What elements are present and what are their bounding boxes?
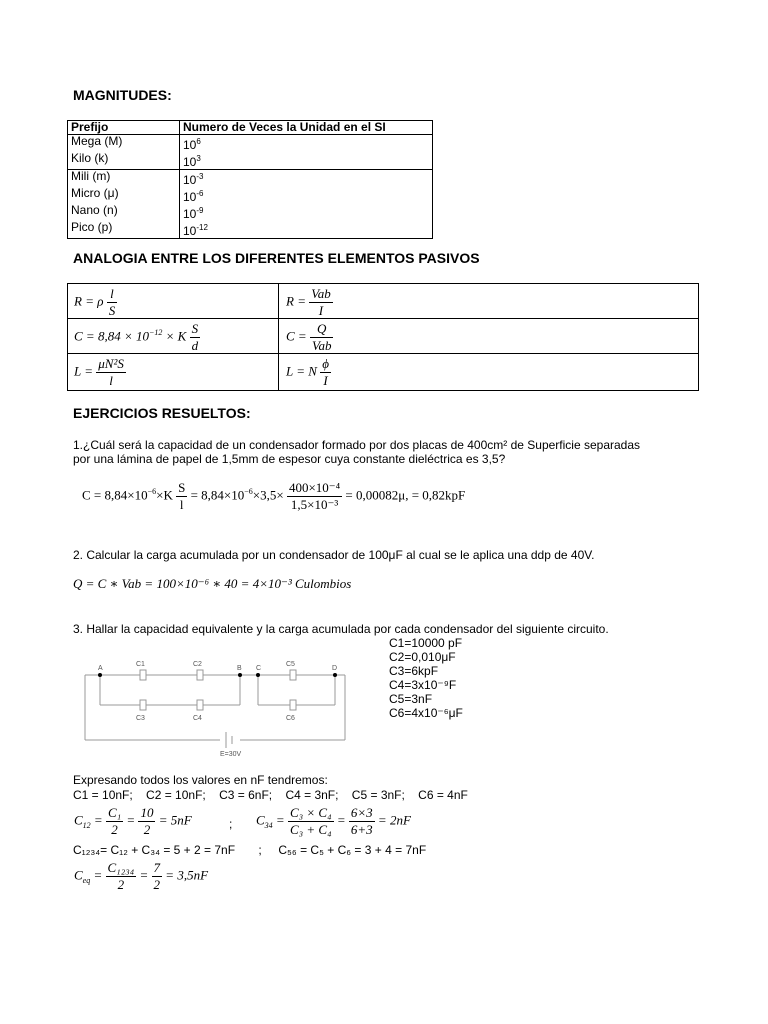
- expresando-text: Expresando todos los valores en nF tendremos:: [73, 773, 328, 787]
- label-c3: C3: [136, 715, 145, 722]
- label-b: B: [237, 665, 242, 672]
- table-cell: Pico (p): [68, 221, 180, 239]
- table-cell: Kilo (k): [68, 152, 180, 170]
- label-c1: C1: [136, 661, 145, 668]
- table-cell: $10^3$: [183, 154, 201, 169]
- formula-resistance-1: R = ρ $\frac{l}{S}$: [74, 286, 116, 318]
- exercise-3-text: 3. Hallar la capacidad equivalente y la carga acumulada por cada condensador del siguiente circuito.: [73, 622, 609, 636]
- header-prefijo: Prefijo: [68, 121, 180, 135]
- exercise-1-equation: $C = 8,84\times 10^{-6}\times K$ $\frac{S}{l}$ = $8,84\times 10^{-6}\times 3,5\times$ $\frac{\text{400×10⁻⁴}}{\text{1,5×10⁻³}}$ = 0,00082μ, = 0,82kpF: [82, 480, 466, 512]
- value-c3: C3=6kpF: [389, 664, 439, 678]
- label-c6: C6: [286, 715, 295, 722]
- capacitor-c5: [290, 670, 296, 680]
- analogia-table: [67, 283, 699, 391]
- label-c4: C4: [193, 715, 202, 722]
- equation-ceq: $C_{eq}$ = $\frac{\text{C₁₂₃₄}}{2}$ = $\frac{7}{2}$ = 3,5nF: [74, 860, 209, 892]
- node-d: [333, 673, 337, 677]
- prefix-table: [67, 120, 433, 239]
- equation-c34: $C_{34}$ = $\frac{\text{C₃ × C₄}}{\text{C₃ + C₄}}$ = $\frac{6\times 3}{6+3}$ = 2nF: [256, 805, 411, 837]
- table-cell: Mega (M): [68, 135, 180, 153]
- value-c6: C6=4x10⁻⁶μF: [389, 706, 463, 720]
- capacitor-c6: [290, 700, 296, 710]
- magnitudes-title: MAGNITUDES:: [73, 87, 172, 103]
- table-cell: $10^{-3}$: [183, 172, 204, 187]
- c1234-line: C₁₂₃₄= C₁₂ + C₃₄ = 5 + 2 = 7nF ; C₅₆ = C₅ + C₆ = 3 + 4 = 7nF: [73, 843, 427, 857]
- formula-capacitance-2: C = $\frac{Q}{\text{Vab}}$: [286, 321, 332, 353]
- capacitor-c1: [140, 670, 146, 680]
- label-c2: C2: [193, 661, 202, 668]
- analogia-title: ANALOGIA ENTRE LOS DIFERENTES ELEMENTOS PASIVOS: [73, 250, 480, 266]
- header-numero: Numero de Veces la Unidad en el SI: [183, 120, 386, 134]
- capacitor-c4: [197, 700, 203, 710]
- exercise-2-equation: Q = C ∗ Vab = 100×10⁻⁶ ∗ 40 = 4×10⁻³ Culombios: [73, 576, 352, 591]
- value-c4: C4=3x10⁻⁹F: [389, 678, 457, 692]
- label-c5: C5: [286, 661, 295, 668]
- capacitor-c3: [140, 700, 146, 710]
- label-a: A: [98, 665, 103, 672]
- table-cell: $10^6$: [183, 137, 201, 152]
- formula-inductance-2: L = N $\frac{\phi}{I}$: [286, 356, 329, 388]
- formula-capacitance-1: $C = 8,84 \times 10^{-12} \times K$ $\frac{S}{d}$: [74, 321, 199, 353]
- node-c: [256, 673, 260, 677]
- table-cell: Nano (n): [68, 204, 180, 221]
- table-cell: $10^{-6}$: [183, 189, 204, 204]
- value-c2: C2=0,010μF: [389, 650, 456, 664]
- table-cell: Mili (m): [68, 170, 180, 188]
- exercise-2-text: 2. Calcular la carga acumulada por un condensador de 100μF al cual se le aplica una ddp de 40V.: [73, 548, 595, 562]
- circuit-diagram: [80, 648, 365, 760]
- value-c1: C1=10000 pF: [389, 636, 463, 650]
- table-cell: $10^{-9}$: [183, 206, 204, 221]
- label-c: C: [256, 665, 262, 672]
- label-d: D: [332, 665, 338, 672]
- equation-c12: $C_{12}$ = $\frac{\text{C₁}}{2}$ = $\frac{10}{2}$ = 5nF: [74, 805, 192, 837]
- node-a: [98, 673, 102, 677]
- exercise-1-text-2: por una lámina de papel de 1,5mm de espesor cuya constante dieléctrica es 3,5?: [73, 452, 506, 466]
- nf-values-line: C1 = 10nF; C2 = 10nF; C3 = 6nF; C4 = 3nF; C5 = 3nF; C6 = 4nF: [73, 788, 468, 802]
- formula-resistance-2: R = $\frac{\text{Vab}}{I}$: [286, 286, 331, 318]
- exercise-1-text-1: 1.¿Cuál será la capacidad de un condensador formado por dos placas de 400cm² de Superficie separadas: [73, 438, 641, 452]
- ejercicios-title: EJERCICIOS RESUELTOS:: [73, 405, 251, 421]
- capacitor-c2: [197, 670, 203, 680]
- label-source: E=30V: [220, 751, 242, 758]
- formula-inductance-1: L = $\frac{\text{μN²S}}{l}$: [74, 356, 124, 388]
- table-cell: $10^{-12}$: [183, 223, 208, 238]
- node-b: [238, 673, 242, 677]
- value-c5: C5=3nF: [389, 692, 433, 706]
- semicolon: ;: [229, 817, 233, 831]
- table-cell: Micro (μ): [68, 187, 180, 204]
